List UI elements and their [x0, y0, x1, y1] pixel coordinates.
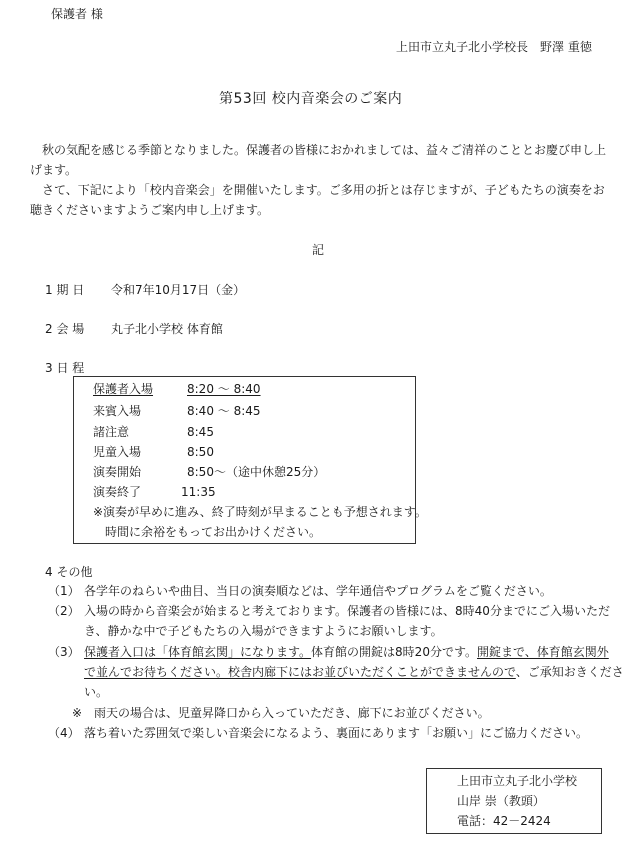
schedule-note-1: ※演奏が早めに進み、終了時刻が早まることも予想されます。 — [93, 505, 427, 519]
schedule-row-time: 11:35 — [181, 485, 216, 499]
schedule-row-name: 児童入場 — [93, 445, 142, 459]
schedule-row-time: 8:20 ～ 8:40 — [187, 382, 261, 396]
item-text: 落ち着いた雰囲気で楽しい音楽会になるよう、裏面にあります「お願い」にご協力ください。 — [84, 726, 589, 740]
contact-phone: 電話：42－2424 — [457, 814, 551, 828]
rain-note: ※ 雨天の場合は、児童昇降口から入っていただき、廊下にお並びください。 — [72, 706, 490, 720]
wait-outside-underlined: で並んでお待ちください。 — [84, 665, 229, 679]
item-number: （4） — [48, 726, 80, 740]
ki-heading: 記 — [312, 243, 325, 257]
schedule-row-time: 8:50 — [187, 445, 214, 459]
date-value: 令和7年10月17日（金） — [111, 283, 246, 297]
unlock-time: 体育館の開錠は8時20分です。 — [311, 645, 477, 659]
contact-person: 山岸 崇（教頭） — [457, 794, 545, 808]
wait-outside-underlined: 開錠まで、体育館玄関外 — [477, 645, 609, 659]
acknowledge-text: 、ご承知おきくださ — [515, 665, 624, 679]
contact-box — [426, 768, 602, 834]
schedule-row-time: 8:45 — [187, 425, 214, 439]
date-label: 1 期 日 — [45, 283, 85, 297]
no-hallway-underlined: 校舎内廊下にはお並びいただくことができませんので — [228, 665, 516, 679]
schedule-row-name: 保護者入場 — [93, 382, 154, 396]
schedule-row-time: 8:40 ～ 8:45 — [187, 404, 261, 418]
item-text-line-2 — [84, 666, 624, 678]
venue-value: 丸子北小学校 体育館 — [111, 322, 223, 336]
item-text-line-1 — [84, 646, 609, 658]
item-text: き、静かな中で子どもたちの入場ができますようにお願いします。 — [84, 624, 443, 638]
item-text: 入場の時から音楽会が始まると考えております。保護者の皆様には、8時40分までにご入場いただ — [84, 604, 610, 618]
item-number: （2） — [48, 604, 80, 618]
item-text-line-3: い。 — [84, 685, 109, 699]
schedule-row-name: 演奏終了 — [93, 485, 142, 499]
intro-paragraph-2: さて、下記により「校内音楽会」を開催いたします。ご多用の折とは存じますが、子どもたちの演奏をお聴きくださいますようご案内申し上げます。 — [30, 183, 605, 217]
schedule-row-name: 演奏開始 — [93, 465, 142, 479]
others-label: 4 その他 — [45, 565, 93, 579]
venue-label: 2 会 場 — [45, 322, 85, 336]
item-number: （1） — [48, 584, 80, 598]
schedule-note-2: 時間に余裕をもってお出かけください。 — [105, 525, 322, 539]
contact-school: 上田市立丸子北小学校 — [457, 774, 578, 788]
item-text: 各学年のねらいや曲目、当日の演奏順などは、学年通信やプログラムをご覧ください。 — [84, 584, 552, 598]
page-title: 第53回 校内音楽会のご案内 — [219, 91, 403, 107]
schedule-row-name: 来賓入場 — [93, 404, 142, 418]
item-number: （3） — [48, 645, 80, 659]
schedule-row-name: 諸注意 — [93, 425, 130, 439]
intro-paragraph-1: 秋の気配を感じる季節となりました。保護者の皆様におかれましては、益々ご清祥のこととお慶び申し上げます。 — [30, 143, 607, 177]
sender: 上田市立丸子北小学校長 野澤 重徳 — [396, 40, 592, 54]
recipient: 保護者 様 — [51, 7, 103, 21]
entrance-underlined: 保護者入口は「体育館玄関」になります。 — [84, 645, 312, 659]
schedule-row-time: 8:50～（途中休憩25分） — [187, 465, 326, 479]
schedule-label: 3 日 程 — [45, 361, 85, 375]
